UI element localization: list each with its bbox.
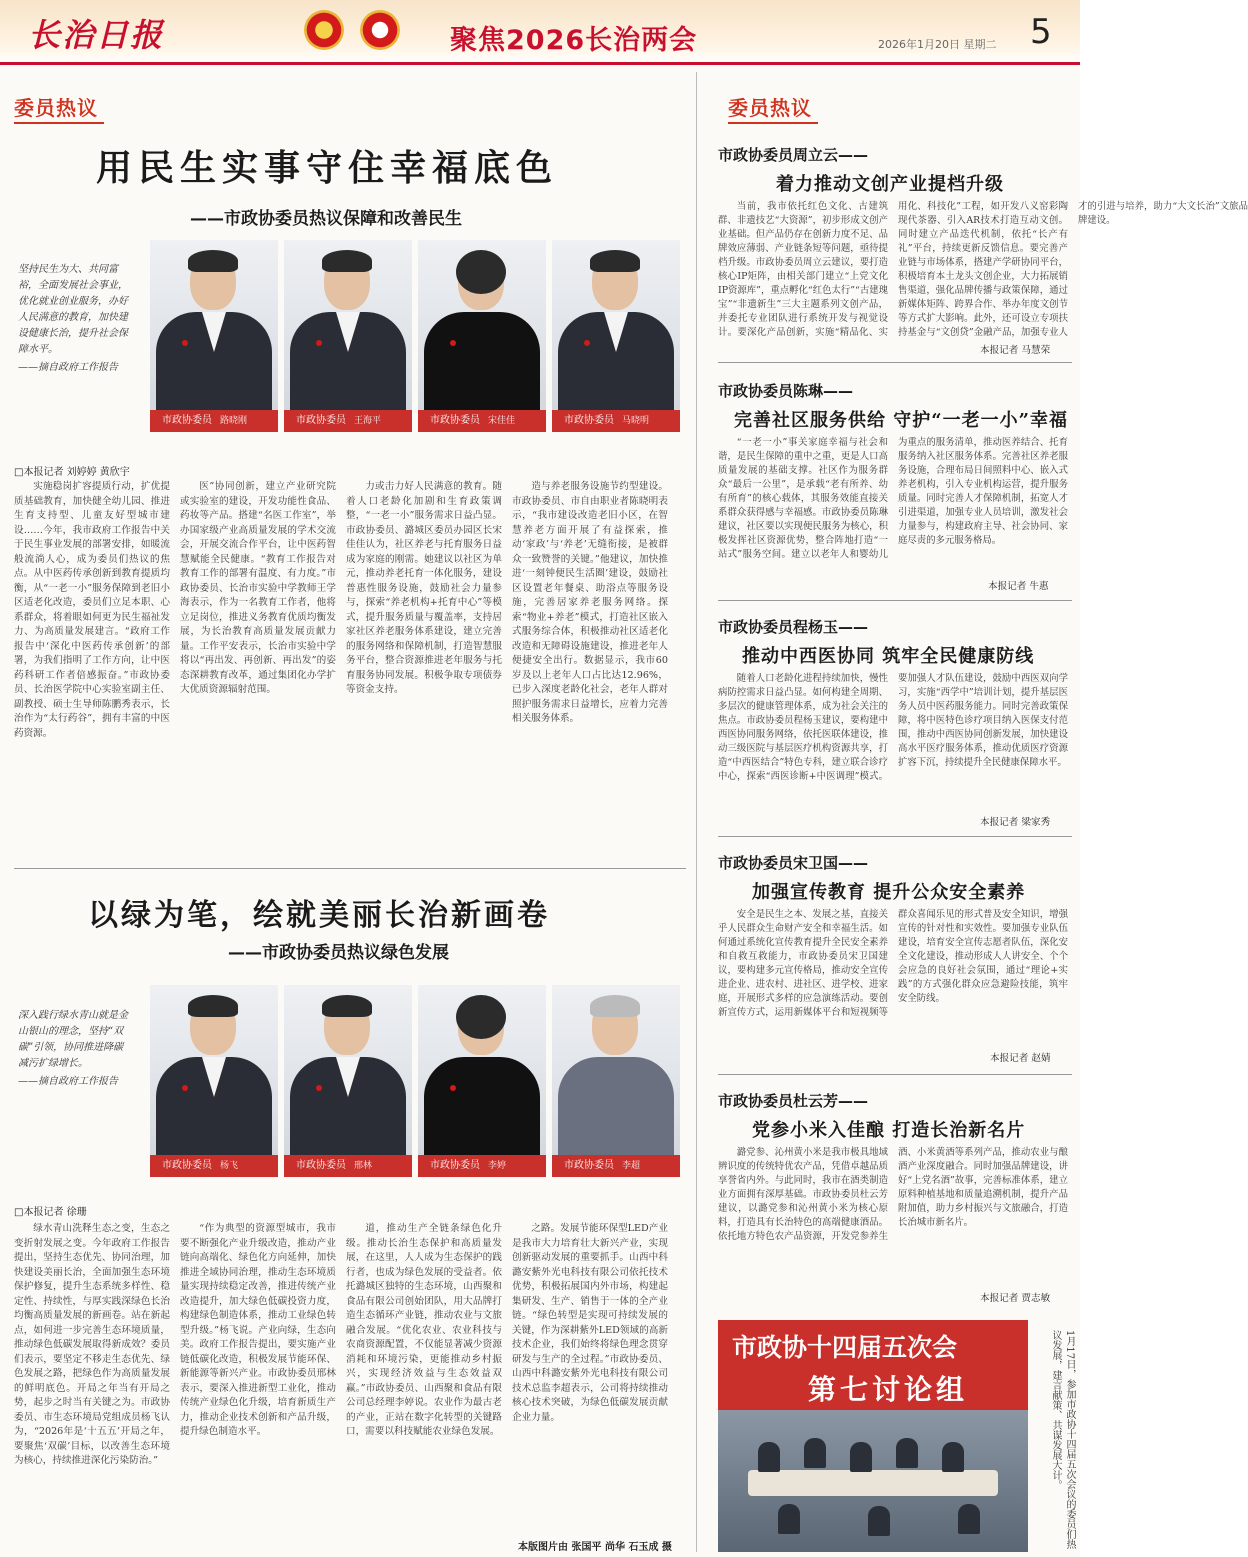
right-separator [718,1074,1072,1075]
attendee-figure [778,1504,800,1534]
right-article-title: 完善社区服务供给 守护“一老一小”幸福 [734,410,1068,431]
section-tag: 委员热议 [14,96,98,120]
article1-byline: □本报记者 刘婷婷 黄欣宇 [14,467,130,478]
right-article-body [718,200,1248,340]
article2-column: 绿水青山洗释生态之变，生态之变折射发展之变。今年政府工作报告提出，坚持生态优先、协同治理，加快建设美丽长治，全面加强生态环境保护修复，提升生态系统多样性、稳定性、持续性，与厚实践深绿色长治均衡高质量发展的新画卷。站在新起点，如何进一步完善生态环境质量，推动绿色低碳发展取得新成效？委员们表示，要坚定不移走生态优先、绿色发展之路，把绿色作为高质量发展的鲜明底色。开局之年当有开局之势，起步之时当有关键之为。市政协委员、市生态环境局党组成员杨飞认为，“2026年是‘十五五’开局之年，要聚焦‘双碳’目标，以改善生态环境为核心，持续推进深化污染防治。” [14,1223,170,1466]
attendee-figure [758,1442,780,1472]
member-portrait: 市政协委员 李婷 [418,985,546,1177]
right-article-title: 党参小米入佳酿 打造长治新名片 [752,1120,1026,1141]
right-separator [718,600,1072,601]
article1-photo-row [150,240,680,432]
right-article-text: 潞党参、沁州黄小米是我市极具地域辨识度的传统特优农产品，凭借卓越品质享誉省内外。与此同时，我市在酒类制造业方面拥有深厚基础。市政协委员杜云芳建议，以潞党参和沁州黄小米为核心原料，打造具有长治特色的高端健康酒品。依托地方特色农产品资源，开发党参养生酒、小米黄酒等系列产品，推动农业与酿酒产业深度融合。同时加强品牌建设，讲好“上党名酒”故事，完善标准体系，建立原料种植基地和质量追溯机制，提升产品附加值，助力乡村振兴与文旅融合，打造长治城市新名片。 [718,1147,1068,1242]
right-section-tag: 委员热议 [728,96,812,120]
article1-quote-source: ——摘自政府工作报告 [18,362,118,373]
right-article-title: 加强宣传教育 提升公众安全素养 [752,882,1026,903]
masthead [0,0,1080,64]
article2-column: 道，推动生产全链条绿色化升级。推动长治生态保护和高质量发展，在这里，人人成为生态保护的践行者，也成为绿色发展的受益者。依托潞城区独特的生态环境，山西聚和食品有限公司创始团队，用大品牌打造生态循环产业链，推动农业与文旅融合发展。“优化农业、农业科技与农商资源配置，不仅能显著减少资源消耗和环境污染，更能推动乡村振兴，实现经济效益与生态效益双赢。”市政协委员、山西聚和食品有限公司总经理李婷说。农业作为最古老的产业，正站在数字化转型的关键路口，需要以科技赋能农业绿色发展。 [346,1223,502,1437]
article1-quote-text: 坚持民生为大、共同富裕，全面发展社会事业，优化就业创业服务，办好人民满意的教育，加快建设健康长治，提升社会保障水平。 [18,264,128,355]
article2-quote-text: 深入践行绿水青山就是金山银山的理念，坚持“双碳”引领，协同推进降碳减污扩绿增长。 [18,1010,128,1069]
article2-body [14,1222,668,1542]
right-article-reporter: 本报记者 马慧荣 [980,345,1051,356]
right-article-body [718,1146,1068,1286]
issue-date: 2026年1月20日 星期二 [878,38,997,51]
forum-banner-line2: 第七讨论组 [808,1373,969,1406]
right-article-member: 市政协委员陈琳—— [718,382,854,400]
member-portrait: 市政协委员 李超 [552,985,680,1177]
right-article-member: 市政协委员杜云芳—— [718,1092,869,1110]
national-emblem-icon [304,10,344,50]
article1-column: 医”协同创新，建立产业研究院或实验室的建设，开发功能性食品、药妆等产品。搭建“名医工作室”，举办国家级产业高质量发展的学术交流会，开展交流合作平台，让中医药智慧赋能全民健康。“教育工作报告对教育工作的部署有温度、有力度。”市政协委员、长治市实验中学教师王学海表示，作为一名教育工作者，他将立足岗位，推进义务教育优质均衡发展，为长治教育高质量发展贡献力量。工作平安表示，长治市实验中学将以“再出发、再创新、再出发”的姿态深耕教育改革，通过集团化办学扩大优质资源辐射范围。 [180,481,336,695]
right-article-title: 着力推动文创产业提档升级 [776,174,1004,195]
forum-photo [718,1320,1028,1552]
article1-pull-quote [18,262,128,376]
photo-credit: 本版图片由 张国平 尚华 石玉成 摄 [518,1542,672,1553]
article2-quote-source: ——摘自政府工作报告 [18,1076,118,1087]
attendee-figure [942,1442,964,1472]
page-banner-title: 聚焦2026长治两会 [450,25,698,56]
member-portrait: 市政协委员 宋佳佳 [418,240,546,432]
right-article-text: 当前，我市依托红色文化、古建筑群、非遗技艺“大资源”，初步形成文创产业基础。但产品仍存在创新力度不足、品牌效应薄弱、产业链条短等问题，亟待提档升级。市政协委员周立云建议，要打造核心IP矩阵，由相关部门建立“上党文化IP资源库”，重点孵化“红色太行”“古建瑰宝”“非遗新生”三大主题系列文创产品，并委托专业团队进行系统开发与视觉设计。要深化产品创新，实施“精品化、实用化、科技化”工程，如开发八义窑彩陶现代茶器、引入AR技术打造互动文创。同时建立产品迭代机制，依托“长产有礼”平台，持续更新反馈信息。要完善产业链与市场体系，搭建产学研协同平台，积极培育本土龙头文创企业，大力拓展销售渠道，强化品牌传播与政策保障，通过新媒体矩阵、跨界合作、举办年度文创节等方式扩大影响。此外，还可设立专项扶持基金与“文创贷”金融产品，加强专业人才的引进与培养，助力“大文长治”文旅品牌建设。 [718,201,1248,338]
member-portrait: 市政协委员 王海平 [284,240,412,432]
right-article-text: 安全是民生之本、发展之基，直接关乎人民群众生命财产安全和幸福生活。如何通过系统化宣传教育提升全民安全素养和自救互救能力，市政协委员宋卫国建议，要构建多元宣传格局，推动安全宣传进企业、进农村、进社区、进学校、进家庭，开展形式多样的应急演练活动。要创新宣传方式，运用新媒体平台和短视频等群众喜闻乐见的形式普及安全知识，增强宣传的针对性和实效性。要加强专业队伍建设，培育安全宣传志愿者队伍，深化安全文化建设，推动形成人人讲安全、个个会应急的良好社会氛围，通过“理论+实践”的方式强化群众应急避险技能，筑牢安全防线。 [718,909,1068,1018]
article1-headline: 用民生实事守住幸福底色 [96,147,559,189]
article1-column: 实施稳岗扩容提质行动，扩优提质基础教育，加快健全幼儿园、推进生育支持型、儿童友好型城市建设……今年，我市政府工作报告中关于民生事业发展的部署安排，如暖流般流淌人心，成为委员们热议的焦点。从中医药传承创新到教育提质均衡，从“一老一小”服务保障到老旧小区适老化改造，委员们立足本职、心系群众，将着眼如何更为民生福祉发力、为高质量发展建言。“政府工作报告中‘深化中医药传承创新’的部署，为我们指明了工作方向，让中医药科研工作者倍感振奋。”市政协委员、长治医学院中心实验室副主任、副教授、硕士生导师陈鹏秀表示，长治作为“太行药谷”，拥有丰富的中医药资源。 [14,481,170,739]
attendee-figure [896,1438,918,1468]
right-article-member: 市政协委员程杨玉—— [718,618,869,636]
article1-column: 力或击力好人民满意的教育。随着人口老龄化加剧和生育政策调整，“一老一小”服务需求日益凸显。市政协委员、潞城区委员办园区长宋佳佳认为，社区养老与托育服务日益成为家庭的刚需。她建议以社区为单元，推动养老托育一体化服务，建设普惠性服务设施，鼓励社会力量参与，探索“养老机构+托育中心”等模式，提升服务质量与覆盖率，支持居家社区养老服务体系建设，建立完善的服务网络和保障机制，打造智慧服务平台，整合资源推进老年服务与托育服务协同发展。积极争取专项债券等资金支持。 [346,481,502,695]
column-divider [696,72,697,1552]
member-portrait: 市政协委员 邢林 [284,985,412,1177]
section-separator [14,868,686,869]
article2-subheadline: ——市政协委员热议绿色发展 [228,943,449,963]
member-portrait: 市政协委员 杨飞 [150,985,278,1177]
article1-subheadline: ——市政协委员热议保障和改善民生 [190,209,462,229]
right-article-text: 随着人口老龄化进程持续加快，慢性病防控需求日益凸显。如何构建全周期、多层次的健康管理体系，成为社会关注的焦点。市政协委员程杨玉建议，要构建中西医协同服务网络，依托医联体建设，推动三级医院与基层医疗机构资源共享，打造“中西医结合”特色专科，建立联合诊疗中心，探索“西医诊断+中医调理”模式。要加强人才队伍建设，鼓励中西医双向学习，实施“西学中”培训计划，提升基层医务人员中医药服务能力。同时完善政策保障，将中医特色诊疗项目纳入医保支付范围，推动中西医协同创新发展，加快建设高水平医疗服务体系，推动优质医疗资源扩容下沉，持续提升全民健康保障水平。 [718,673,1068,782]
right-article-text: “一老一小”事关家庭幸福与社会和谐，是民生保障的重中之重，更是人口高质量发展的基础支撑。社区作为服务群众“最后一公里”，是承载“老有所养、幼有所育”的核心载体，其服务效能直接关系群众获得感与幸福感。市政协委员陈琳建议，社区要以实现便民服务为核心，积极发挥社区资源优势，整合阵地打造“一站式”服务空间。建立以老年人和婴幼儿为重点的服务清单，推动医养结合、托育服务纳入社区服务体系。完善社区养老服务设施，合理布局日间照料中心、嵌入式养老机构，引入专业机构运营，提升服务质量。同时完善人才保障机制，拓宽人才引进渠道，加强专业人员培训，激发社会力量参与，构建政府主导、社会协同、家庭尽责的多元服务格局。 [718,437,1068,560]
right-article-reporter: 本报记者 贾志敏 [980,1293,1051,1304]
right-article-body [718,672,1068,812]
right-article-reporter: 本报记者 赵婧 [990,1053,1051,1064]
section-tag-underline [728,122,818,124]
right-article-body [718,908,1068,1048]
right-separator [718,836,1072,837]
attendee-figure [868,1506,890,1536]
masthead-rule [0,62,1080,65]
meeting-table [748,1470,998,1496]
right-separator [718,362,1072,363]
right-article-reporter: 本报记者 牛惠 [988,581,1049,592]
article2-headline: 以绿为笔，绘就美丽长治新画卷 [88,898,550,933]
article1-body [14,480,668,856]
forum-photo-caption: 1月17日，参加市政协十四届五次会议的委员们热议发展，建言献策、共谋发展大计。 [1050,1330,1075,1550]
article2-byline: □本报记者 徐珊 [14,1207,87,1218]
right-article-reporter: 本报记者 梁家秀 [980,817,1051,828]
section-tag-underline [14,122,104,124]
right-article-member: 市政协委员宋卫国—— [718,854,869,872]
article2-column: “作为典型的资源型城市，我市要不断强化产业升级改造，推动产业链向高端化、绿色化方向延伸，加快推进全域协同治理，推动生态环境质量实现持续稳定改善，推进传统产业改造提升，加大绿色低碳投资力度，构建绿色制造体系，推动工业绿色转型升级。”杨飞说。产业向绿，生态向美。政府工作报告提出，要实施产业链低碳化改造，积极发展节能环保、新能源等新兴产业。市政协委员邢林表示，要深入推进新型工业化，推动传统产业绿色化升级，培育新质生产力，推动企业技术创新和产品升级，提升绿色制造水平。 [180,1223,336,1437]
article1-column: 造与养老服务设施节约型建设。市政协委员、市自由职业者陈晓明表示，“我市建设改造老旧小区，在智慧养老方面开展了有益探索，推动‘家政’与‘养老’无缝衔接，是被群众一致赞誉的关键。”他建议，加快推进‘一刻钟便民生活圈’建设，鼓励社区设置老年餐桌、助浴点等服务设施，完善居家养老服务网络。探索“物业+养老”模式，打造社区嵌入式服务综合体，积极推动社区适老化改造和无障碍设施建设，推进老年人便捷安全出行。数据显示，我市60岁及以上老年人口占比达12.96%，已步入深度老龄化社会，老年人群对照护服务需求日益增长，应着力完善相关服务体系。 [512,481,668,724]
cppcc-emblem-icon [360,10,400,50]
newspaper-logo: 长治日报 [28,16,165,54]
attendee-figure [804,1438,826,1468]
right-article-title: 推动中西医协同 筑牢全民健康防线 [742,646,1035,667]
right-article-body [718,436,1068,576]
attendee-figure [958,1504,980,1534]
page-number: 5 [1030,12,1052,52]
member-portrait: 市政协委员 路晓刚 [150,240,278,432]
article2-photo-row [150,985,680,1177]
member-portrait: 市政协委员 马晓明 [552,240,680,432]
forum-banner-line1: 市政协十四届五次会 [732,1333,958,1362]
article2-column: 之路。发展节能环保型LED产业是我市大力培育壮大新兴产业，实现创新驱动发展的重要抓手。山西中科潞安紫外光电科技有限公司依托技术优势，积极拓展国内外市场，构建起集研发、生产、销售于一体的全产业链。“绿色转型是实现可持续发展的关键，作为深耕紫外LED领域的高新技术企业，我们始终将绿色理念贯穿研发与生产的全过程。”市政协委员、山西中科潞安紫外光电科技有限公司技术总监李超表示，公司将持续推动核心技术突破，为绿色低碳发展贡献企业力量。 [512,1223,668,1423]
attendee-figure [850,1442,872,1472]
article2-pull-quote [18,1008,128,1090]
right-article-member: 市政协委员周立云—— [718,146,869,164]
